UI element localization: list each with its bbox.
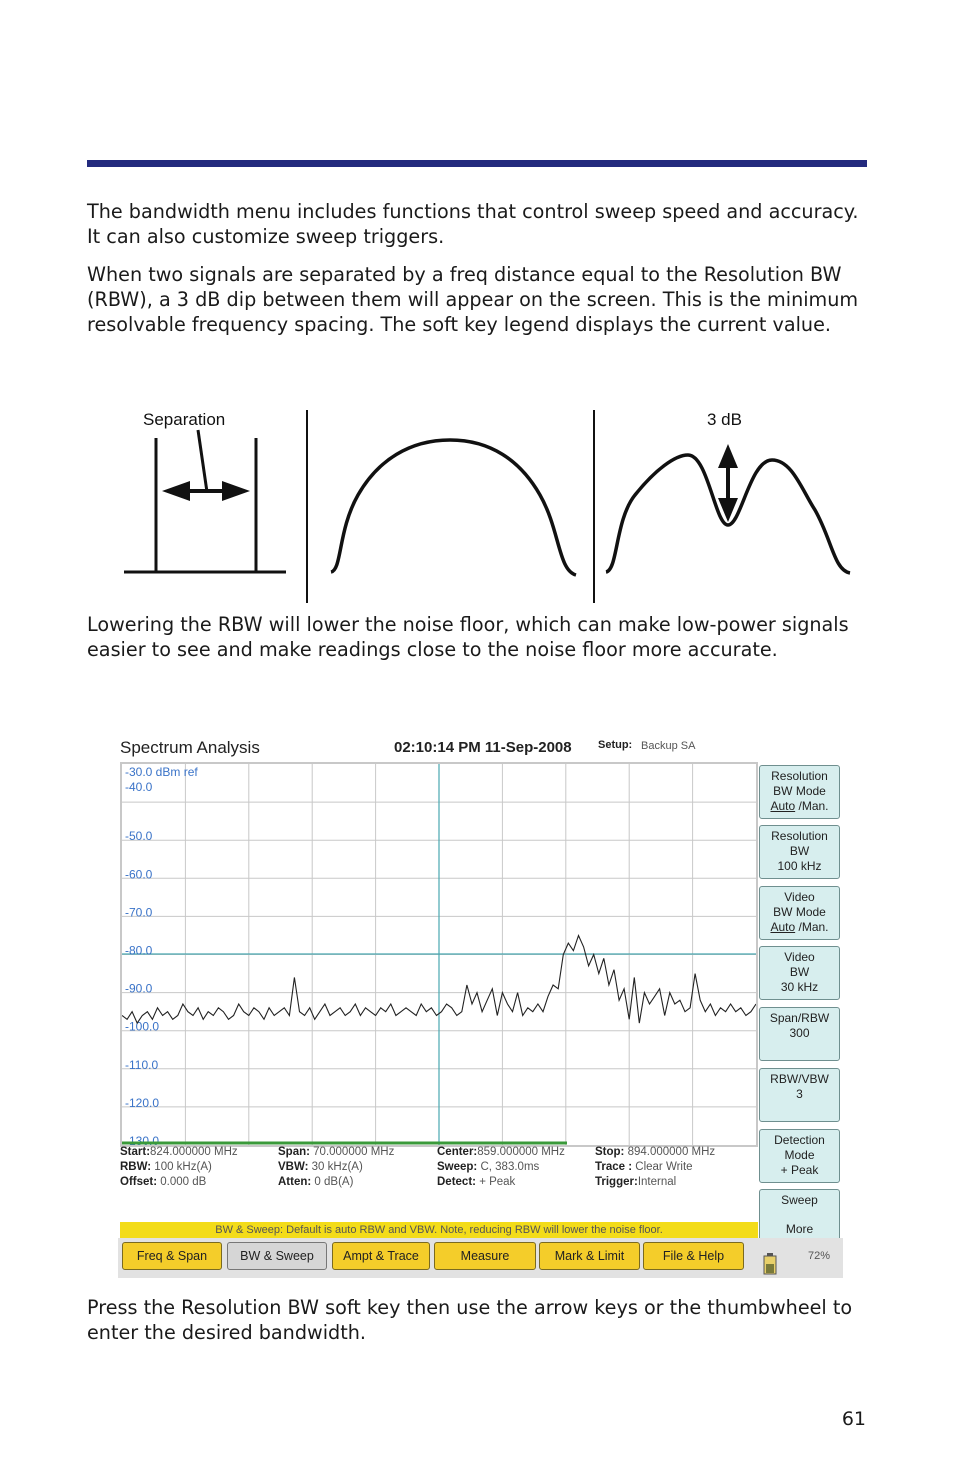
- screen-title: Spectrum Analysis: [120, 738, 260, 757]
- tab-bw-sweep[interactable]: BW & Sweep: [227, 1242, 327, 1270]
- softkey-sweep-more[interactable]: Sweep More: [759, 1189, 840, 1245]
- softkey-resolution-bw[interactable]: Resolution BW 100 kHz: [759, 825, 840, 879]
- vbw-info: VBW: 30 kHz(A): [278, 1161, 363, 1173]
- start-info: Start:824.000000 MHz: [120, 1146, 238, 1158]
- center-info: Center:859.000000 MHz: [437, 1146, 565, 1158]
- y-axis-label: -60.0: [125, 867, 153, 882]
- softkey-rbw-vbw[interactable]: RBW/VBW 3: [759, 1068, 840, 1122]
- menu-tab-bar: [118, 1238, 843, 1278]
- resolution-diagram: [110, 400, 870, 610]
- noise-floor-paragraph: Lowering the RBW will lower the noise floor, which can make low-power signals easier to see and make readings close to the noise floor more accurate.: [87, 613, 849, 661]
- y-axis-label: -120.0: [125, 1095, 160, 1110]
- sweep-info: Sweep: C, 383.0ms: [437, 1161, 540, 1173]
- softkey-detection-mode[interactable]: Detection Mode + Peak: [759, 1129, 840, 1183]
- single-peak-curve: [331, 440, 576, 575]
- dip-label: 3 dB: [707, 410, 742, 429]
- screen-datetime: 02:10:14 PM 11-Sep-2008: [394, 739, 572, 756]
- y-axis-label: -90.0: [125, 981, 153, 996]
- separation-markers: [124, 430, 286, 572]
- atten-info: Atten: 0 dB(A): [278, 1176, 354, 1188]
- detect-info: Detect: + Peak: [437, 1176, 516, 1188]
- y-axis-label: -110.0: [125, 1057, 159, 1072]
- rbw-paragraph: When two signals are separated by a freq distance equal to the Resolution BW (RBW), a 3 dB dip between them will appear on the screen. This is the minimum resolvable frequency spacing. The soft key legend displays the current value.: [87, 263, 859, 336]
- tab-mark-limit[interactable]: Mark & Limit: [539, 1242, 640, 1270]
- y-axis-label: -80.0: [125, 943, 153, 958]
- softkey-span-rbw[interactable]: Span/RBW 300: [759, 1007, 840, 1061]
- y-axis-label: -30.0 dBm ref: [125, 765, 198, 779]
- offset-info: Offset: 0.000 dB: [120, 1176, 207, 1188]
- y-axis-label: -40.0: [125, 780, 153, 794]
- y-axis-label: -70.0: [125, 905, 153, 920]
- softkey-resolution-bw-mode[interactable]: Resolution BW Mode Auto /Man.: [759, 765, 840, 819]
- softkey-video-bw-mode[interactable]: Video BW Mode Auto /Man.: [759, 886, 840, 940]
- analyzer-screenshot: [118, 730, 843, 1278]
- stop-info: Stop: 894.000000 MHz: [595, 1146, 716, 1158]
- tab-freq-span[interactable]: Freq & Span: [122, 1242, 222, 1270]
- tab-ampt-trace[interactable]: Ampt & Trace: [332, 1242, 430, 1270]
- rbw-info: RBW: 100 kHz(A): [120, 1161, 212, 1173]
- instruction-paragraph: Press the Resolution BW soft key then use the arrow keys or the thumbwheel to enter the desired bandwidth.: [87, 1296, 853, 1344]
- page-number: 61: [841, 1408, 866, 1430]
- trace-info: Trace : Clear Write: [595, 1161, 693, 1173]
- spectrum-plot[interactable]: [120, 762, 758, 1147]
- y-axis-label: -130.0: [125, 1134, 160, 1145]
- battery-percent: 72%: [808, 1250, 831, 1262]
- battery-icon: [761, 1252, 781, 1279]
- status-bar: BW & Sweep: Default is auto RBW and VBW. Note, reducing RBW will lower the noise floor.: [120, 1222, 758, 1238]
- y-axis-label: -100.0: [125, 1019, 160, 1034]
- tab-file-help[interactable]: File & Help: [643, 1242, 744, 1270]
- softkey-video-bw[interactable]: Video BW 30 kHz: [759, 946, 840, 1000]
- trigger-info: Trigger:Internal: [595, 1176, 677, 1188]
- intro-paragraph: The bandwidth menu includes functions that control sweep speed and accuracy. It can also customize sweep triggers.: [87, 200, 859, 248]
- tab-measure[interactable]: Measure: [434, 1242, 536, 1270]
- y-axis-label: -50.0: [125, 829, 153, 844]
- separation-label: Separation: [143, 410, 226, 429]
- setup-value: Backup SA: [641, 740, 696, 752]
- setup-label: Setup:: [598, 739, 633, 751]
- header-rule: [87, 160, 867, 167]
- span-info: Span: 70.000000 MHz: [278, 1146, 395, 1158]
